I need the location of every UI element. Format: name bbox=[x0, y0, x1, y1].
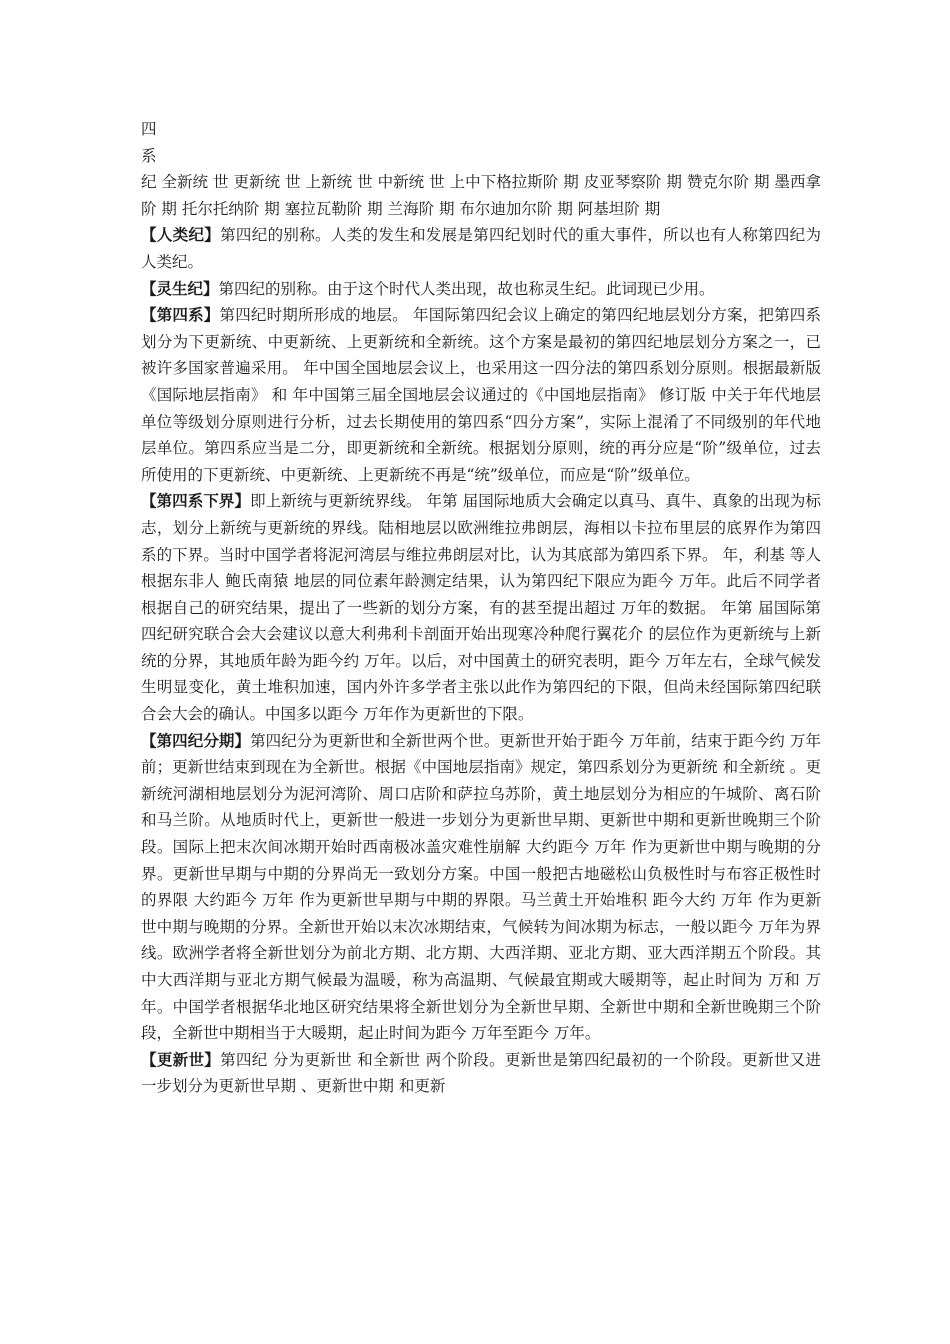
entry-quaternary-lower-boundary bbox=[141, 488, 821, 727]
heading-line-1: 四 bbox=[141, 120, 157, 138]
entry-term: 【第四纪分期】 bbox=[141, 730, 251, 750]
entry-pleistocene bbox=[141, 1047, 821, 1100]
entry-text: 第四纪分为更新世和全新世两个世。更新世开始于距今 万年前，结束于距今约 万年前；更新世结束到现在为全新世。根据《中国地层指南》规定，第四系划分为更新统 和全新统 。更新统河湖相地层划分为泥河湾阶、周口店阶和萨拉乌苏阶，黄土地层划分为相应的午城阶、离石阶和马兰阶。从地质时代上，更新世一般进一步划分为更新世早期、更新世中期和更新世晚期三个阶段。国际上把末次间冰期开始时西南极冰盖灾难性崩解 大约距今 万年 作为更新世中期与晚期的分界。更新世早期与中期的分界尚无一致划分方案。中国一般把古地磁松山负极性时与布容正极性时的界限 大约距今 万年 作为更新世早期与中期的界限。马兰黄土开始堆积 距今大约 万年 作为更新世中期与晚期的分界。全新世开始以末次冰期结束，气候转为间冰期为标志，一般以距今 万年为界线。欧洲学者将全新世划分为前北方期、北方期、大西洋期、亚北方期、亚大西洋期五个阶段。其中大西洋期与亚北方期气候最为温暖，称为高温期、气候最宜期或大暖期等，起止时间为 万和 万年。中国学者根据华北地区研究结果将全新世划分为全新世早期、全新世中期和全新世晚期三个阶段，全新世中期相当于大暖期，起止时间为距今 万年至距今 万年。 bbox=[141, 731, 821, 1043]
entry-text: 第四纪的别称。人类的发生和发展是第四纪划时代的重大事件，所以也有人称第四纪为人类纪。 bbox=[141, 226, 821, 271]
entry-text: 第四纪 分为更新世 和全新世 两个阶段。更新世是第四纪最初的一个阶段。更新世又进一步划分为更新世早期 、更新世中期 和更新 bbox=[141, 1050, 821, 1096]
entry-spirit-era bbox=[141, 276, 821, 303]
document-body bbox=[141, 116, 821, 1100]
entry-term: 【第四系下界】 bbox=[141, 491, 251, 511]
entry-term: 【灵生纪】 bbox=[141, 278, 219, 298]
intro-paragraph: 纪 全新统 世 更新统 世 上新统 世 中新统 世 上中下格拉斯阶 期 皮亚琴察阶 期 赞克尔阶 期 墨西拿阶 期 托尔托纳阶 期 塞拉瓦勒阶 期 兰海阶 期 布尔迪加尔阶 期 阿基坦阶 期 bbox=[141, 173, 821, 218]
entry-term: 【第四系】 bbox=[141, 305, 220, 325]
entry-human-era bbox=[141, 222, 821, 275]
entry-text: 即上新统与更新统界线。 年第 届国际地质大会确定以真马、真牛、真象的出现为标志，划分上新统与更新统的界线。陆相地层以欧洲维拉弗朗层，海相以卡拉布里层的底界作为第四系的下界。当时中国学者将泥河湾层与维拉弗朗层对比，认为其底部为第四系下界。 年，利基 等人根据东非人 鲍氏南猿 地层的同位素年龄测定结果，认为第四纪下限应为距今 万年。此后不同学者根据自己的研究结果，提出了一些新的划分方案，有的甚至提出超过 万年的数据。 年第 届国际第四纪研究联合会大会建议以意大利弗利卡剖面开始出现寒冷种爬行翼花介 的层位作为更新统与上新统的分界，其地质年龄为距今约 万年。以后，对中国黄土的研究表明，距今 万年左右，全球气候发生明显变化，黄土堆积加速，国内外许多学者主张以此作为第四纪的下限，但尚未经国际第四纪联合会大会的确认。中国多以距今 万年作为更新世的下限。 bbox=[141, 492, 821, 724]
entry-text: 第四纪的别称。由于这个时代人类出现，故也称灵生纪。此词现已少用。 bbox=[218, 279, 715, 298]
entry-quaternary-system bbox=[141, 302, 821, 488]
entry-term: 【更新世】 bbox=[141, 1049, 221, 1069]
heading-line-2: 系 bbox=[141, 146, 157, 165]
entry-quaternary-stages bbox=[141, 728, 821, 1047]
entry-term: 【人类纪】 bbox=[141, 225, 221, 245]
entry-text: 第四纪时期所形成的地层。 年国际第四纪会议上确定的第四纪地层划分方案，把第四系划分为下更新统、中更新统、上更新统和全新统。这个方案是最初的第四纪地层划分方案之一，已被许多国家普遍采用。 年中国全国地层会议上，也采用这一四分法的第四系划分原则。根据最新版《国际地层指南》 和 年中国第三届全国地层会议通过的《中国地层指南》 修订版 中关于年代地层单位等级划分原则进行分析，过去长期使用的第四系“四分方案”，实际上混淆了不同级别的年代地层单位。第四系应当是二分，即更新统和全新统。根据划分原则，统的再分应是“阶”级单位，过去所使用的下更新统、中更新统、上更新统不再是“统”级单位，而应是“阶”级单位。 bbox=[141, 306, 821, 484]
